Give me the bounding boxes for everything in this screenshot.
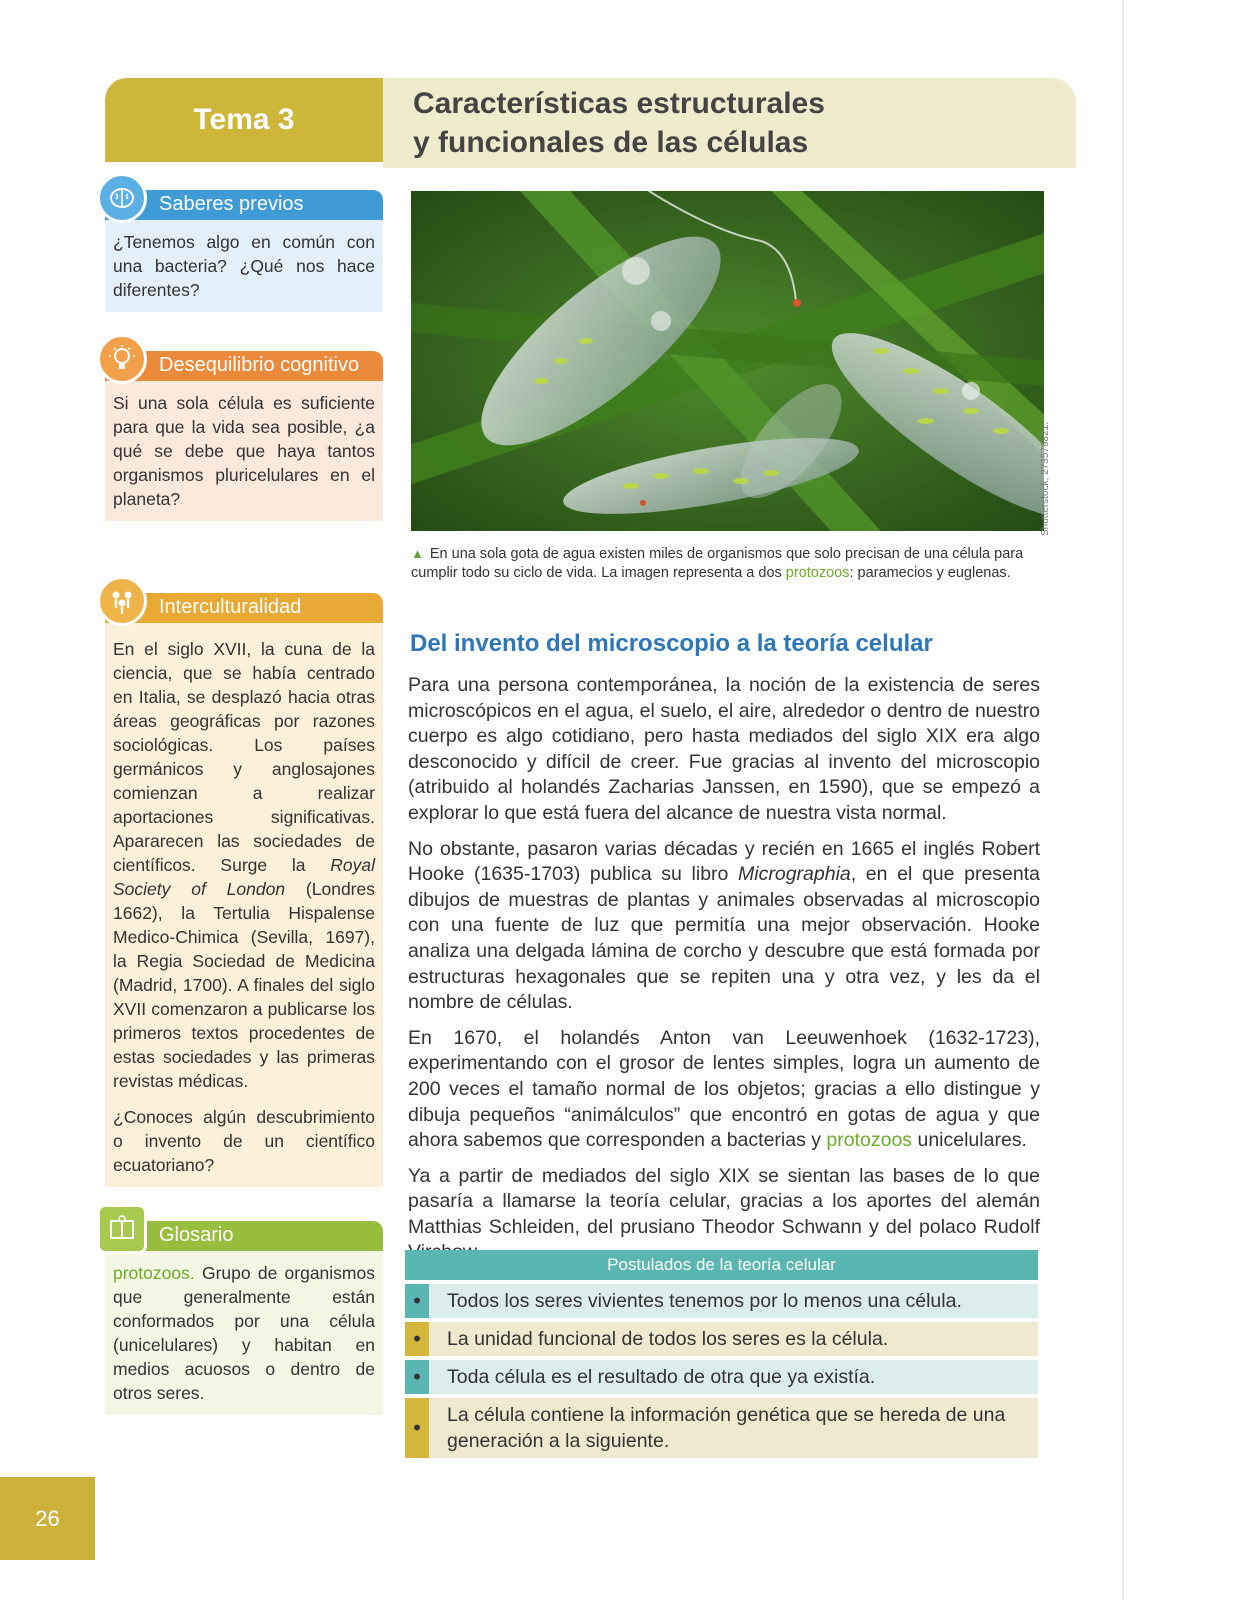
glosario-term: protozoos. [113,1263,195,1283]
postulados-title: Postulados de la teoría celular [405,1250,1038,1280]
chapter-title-bar [383,78,1076,168]
bullet-icon: • [405,1284,429,1318]
brain-icon [97,173,147,223]
p3-text-b: unicelulares. [912,1129,1027,1152]
postulado-row [405,1360,1038,1394]
book-icon [97,1204,147,1254]
caption-term: protozoos [785,565,850,581]
interculturalidad-title: Interculturalidad [159,596,302,618]
postulado-text: Toda célula es el resultado de otra que ya existía. [429,1360,1038,1394]
caption-triangle-icon: ▲ [411,546,424,561]
caption-text-a: En una sola gota de agua existen miles de organismos que solo precisan de una célula para cumplir todo su ciclo de vida. La imagen representa a dos [411,546,1024,581]
tema-tab [105,78,383,162]
interculturalidad-text-a: En el siglo XVII, la cuna de la ciencia, que se había centrado en Italia, se desplazó hacia otras áreas geográficas por razones sociológicas. Los países germánicos y anglosajones comienzan a realizar aportaciones significativas. Apararecen las sociedades de científicos. Surge la [113,639,375,875]
saberes-previos-box [105,190,383,312]
saberes-previos-title: Saberes previos [159,193,304,215]
main-paragraph-3 [408,1026,1040,1154]
bullet-icon: • [405,1398,429,1458]
interculturalidad-header [105,593,383,623]
p3-text-a: En 1670, el holandés Anton van Leeuwenhoek (1632-1723), experimentando con el grosor de lentes simples, logra un aumento de 200 veces el tamaño normal de los objetos; gracias a ello distingue y dibuja pequeños “animálculos” que encontró en gotas de agua y que ahora sabemos que corresponden a bacterias y [408,1026,1040,1152]
postulado-text: La unidad funcional de todos los seres es la célula. [429,1322,1038,1356]
page-edge [1122,0,1124,1600]
postulado-row [405,1284,1038,1318]
bullet-icon: • [405,1322,429,1356]
main-text [408,673,1040,1276]
bullet-icon: • [405,1360,429,1394]
desequilibrio-cognitivo-box [105,351,383,521]
page-number: 26 [0,1477,95,1560]
glosario-header [105,1221,383,1251]
people-icon [97,576,147,626]
desequilibrio-cognitivo-text: Si una sola célula es suficiente para que la vida sea posible, ¿a qué se debe que haya tantos organismos pluricelulares en el planeta? [105,381,383,521]
saberes-previos-header [105,190,383,220]
postulado-text: La célula contiene la información genética que se hereda de una generación a la siguiente. [429,1398,1038,1458]
p2-text-a: No obstante, pasaron varias décadas y recién en 1665 el inglés Robert Hooke (1635-1703) publica su libro [408,837,1040,886]
section-title: Del invento del microscopio a la teoría celular [410,630,933,657]
photo-caption [411,544,1041,583]
glosario-definition: Grupo de organismos que generalmente están conformados por una célula (unicelulares) y habitan en medios acuosos o dentro de otros seres. [113,1263,375,1403]
interculturalidad-text-b: (Londres 1662), la Tertulia Hispalense Medico-Chimica (Sevilla, 1697), la Regia Sociedad de Medicina (Madrid, 1700). A finales del siglo XVII comenzaron a publicarse los primeros textos procedentes de estas sociedades y las primeras revistas médicas. [113,879,375,1091]
main-paragraph-2 [408,837,1040,1016]
interculturalidad-question: ¿Conoces algún descubrimiento o invento de un científico ecuatoriano? [113,1107,375,1175]
tema-label: Tema 3 [193,103,295,136]
lightbulb-icon [97,334,147,384]
chapter-title-line2: y funcionales de las células [413,126,809,159]
interculturalidad-paragraph [113,637,375,1093]
desequilibrio-cognitivo-title: Desequilibrio cognitivo [159,354,360,376]
royal-society-italic: Royal Society of London [113,855,375,899]
p3-term: protozoos [826,1129,913,1152]
postulado-row [405,1398,1038,1458]
protozoa-photo [411,191,1044,531]
postulado-text: Todos los seres vivientes tenemos por lo menos una célula. [429,1284,1038,1318]
chapter-title [413,84,1076,162]
photo-credit: Shutterstock, 273579821. [1040,422,1051,536]
paramecium-euglena-illustration [411,191,1044,531]
desequilibrio-cognitivo-header [105,351,383,381]
chapter-title-line1: Características estructurales [413,87,825,120]
p2-text-b: , en el que presenta dibujos de muestras de plantas y animales observadas al microscopio con una fuente de luz que permitía una mejor observación. Hooke analiza una delgada lámina de corcho y descubre que está formada por estructuras hexagonales que se repiten una y otra vez, y les da el nombre de células. [408,863,1040,1014]
micrographia-italic: Micrographia [738,863,851,886]
interculturalidad-body [105,623,383,1187]
postulado-row [405,1322,1038,1356]
caption-text-b: : paramecios y euglenas. [849,565,1011,581]
glosario-box [105,1221,383,1415]
saberes-previos-text: ¿Tenemos algo en común con una bacteria? ¿Qué nos hace diferentes? [105,220,383,312]
postulados-table [405,1250,1038,1458]
glosario-title: Glosario [159,1224,234,1246]
interculturalidad-box [105,593,383,1187]
main-paragraph-4: Ya a partir de mediados del siglo XIX se sientan las bases de lo que pasaría a llamarse la teoría celular, gracias a los aportes del alemán Matthias Schleiden, del prusiano Theodor Schwann y del polaco Rudolf [408,1164,1040,1238]
main-paragraph-1: Para una persona contemporánea, la noción de la existencia de seres microscópicos en el agua, el suelo, el aire, alrededor o dentro de nuestro cuerpo es algo cotidiano, pero hasta mediados del siglo XIX era algo desconocido y difícil de creer. Fue gracias al invento del microscopio (atribuido al holandés Zacharias Janssen, en 1590), que se empezó a explorar lo que está fuera del alcance de nuestra vista normal. [408,674,1040,824]
glosario-body [105,1251,383,1415]
